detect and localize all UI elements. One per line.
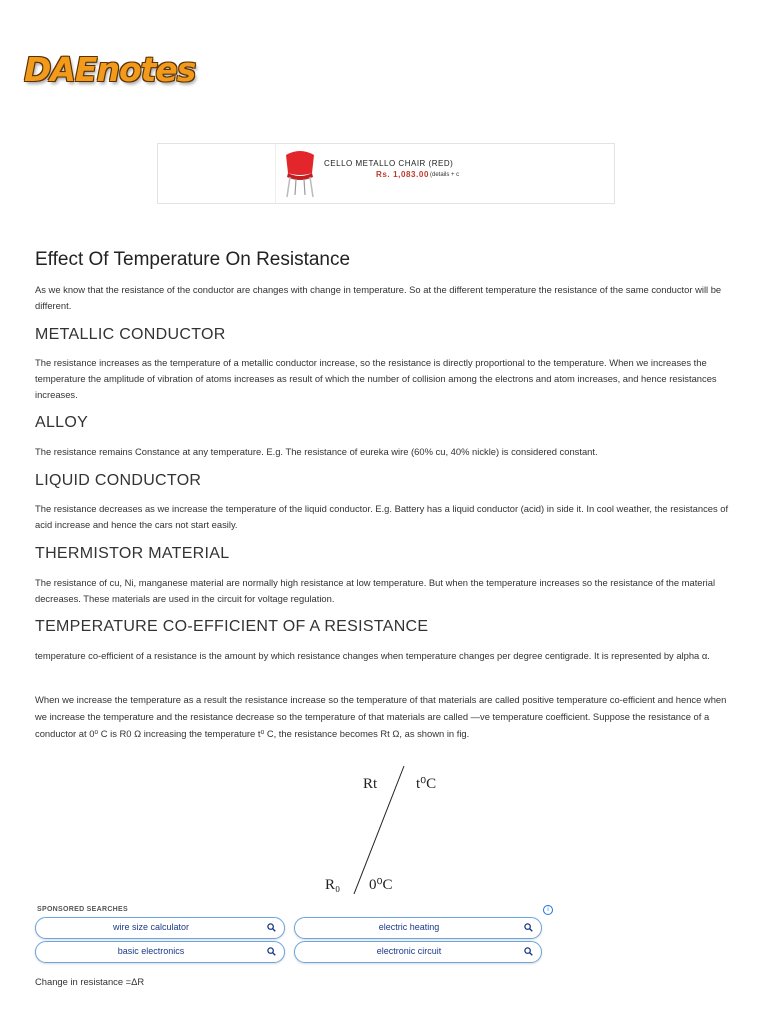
search-icon xyxy=(267,947,276,956)
ad-product-price: Rs. 1,083.00 xyxy=(376,170,430,179)
temperature-coefficient-paragraph: temperature co-efficient of a resistance is the amount by which resistance changes when temperature changes per degree centigrade. It is represented by alpha α. xyxy=(35,650,710,661)
ad-details-link[interactable]: (details + c xyxy=(430,172,460,178)
site-logo[interactable]: DAEnotes xyxy=(24,50,196,89)
ad-info-icon[interactable]: i xyxy=(543,905,553,915)
sponsored-search-wire-size-calculator[interactable] xyxy=(35,917,285,939)
search-pill-label: wire size calculator xyxy=(112,922,190,932)
ad-border-right xyxy=(614,144,615,203)
metallic-conductor-paragraph: The resistance increases as the temperature of a metallic conductor increase, so the resistance is directly proportional to the temperature. When we increases the temperature the amplitude of vibration of atoms increases as result of which the number of collision among the electrons and atom increases, and hence resistances increases. xyxy=(35,357,717,400)
coefficient-explanation-paragraph: When we increase the temperature as a result the resistance increase so the temperature of that materials are called positive temperature co-efficient and hence when we increase the temperature and the resistance decrease so the temperature of that materials are called —ve temperature coefficient. Suppose the resistance of a conductor at 0⁰ C is R0 Ω increasing the temperature t⁰ C, the resistance becomes Rt Ω, as shown in fig. xyxy=(35,694,727,739)
heading-liquid-conductor: LIQUID CONDUCTOR xyxy=(35,472,202,489)
search-pill-label: electronic circuit xyxy=(376,946,442,956)
heading-alloy: ALLOY xyxy=(35,414,89,431)
search-pill-label: electric heating xyxy=(378,922,440,932)
ad-product-name: CELLO METALLO CHAIR (RED) xyxy=(324,159,454,168)
ad-border-left xyxy=(157,144,158,203)
resistance-temperature-figure xyxy=(318,760,458,900)
diagram-label-rt: Rt xyxy=(363,776,378,792)
sponsored-search-electronic-circuit[interactable] xyxy=(294,941,542,963)
search-icon xyxy=(267,923,276,932)
diagram-label-t-degrees: t⁰C xyxy=(416,776,437,792)
search-icon xyxy=(524,947,533,956)
sponsored-search-electric-heating[interactable] xyxy=(294,917,542,939)
diagram-label-zero-degrees: 0⁰C xyxy=(369,877,393,893)
diagram-label-r0: R₀ xyxy=(325,877,341,893)
search-icon xyxy=(524,923,533,932)
heading-temperature-coefficient: TEMPERATURE CO-EFFICIENT OF A RESISTANCE xyxy=(35,618,429,635)
article-title: Effect Of Temperature On Resistance xyxy=(35,249,351,270)
heading-metallic-conductor: METALLIC CONDUCTOR xyxy=(35,326,226,343)
intro-paragraph: As we know that the resistance of the conductor are changes with change in temperature. So at the different temperature the resistance of the same conductor will be different. xyxy=(35,284,722,311)
alloy-paragraph: The resistance remains Constance at any temperature. E.g. The resistance of eureka wire (60% cu, 40% nickle) is considered constant. xyxy=(35,446,598,457)
change-in-resistance-line: Change in resistance =ΔR xyxy=(35,976,145,987)
chair-image xyxy=(280,147,320,199)
sponsored-search-basic-electronics[interactable] xyxy=(35,941,285,963)
ad-product-card[interactable] xyxy=(275,144,462,203)
liquid-conductor-paragraph: The resistance decreases as we increase the temperature of the liquid conductor. E.g. Battery has a liquid conductor (acid) in side it. In cool weather, the resistances of acid increase and hence the cars not start easily. xyxy=(35,503,729,530)
sponsored-searches-label: SPONSORED SEARCHES xyxy=(37,906,128,913)
product-ad-banner[interactable] xyxy=(157,143,615,204)
thermistor-paragraph: The resistance of cu, Ni, manganese material are normally high resistance at low temperature. But when the temperature increases so the resistance of the material decreases. These materials are used in the circuit for voltage regulation. xyxy=(35,577,716,604)
heading-thermistor-material: THERMISTOR MATERIAL xyxy=(35,545,230,562)
search-pill-label: basic electronics xyxy=(117,946,185,956)
